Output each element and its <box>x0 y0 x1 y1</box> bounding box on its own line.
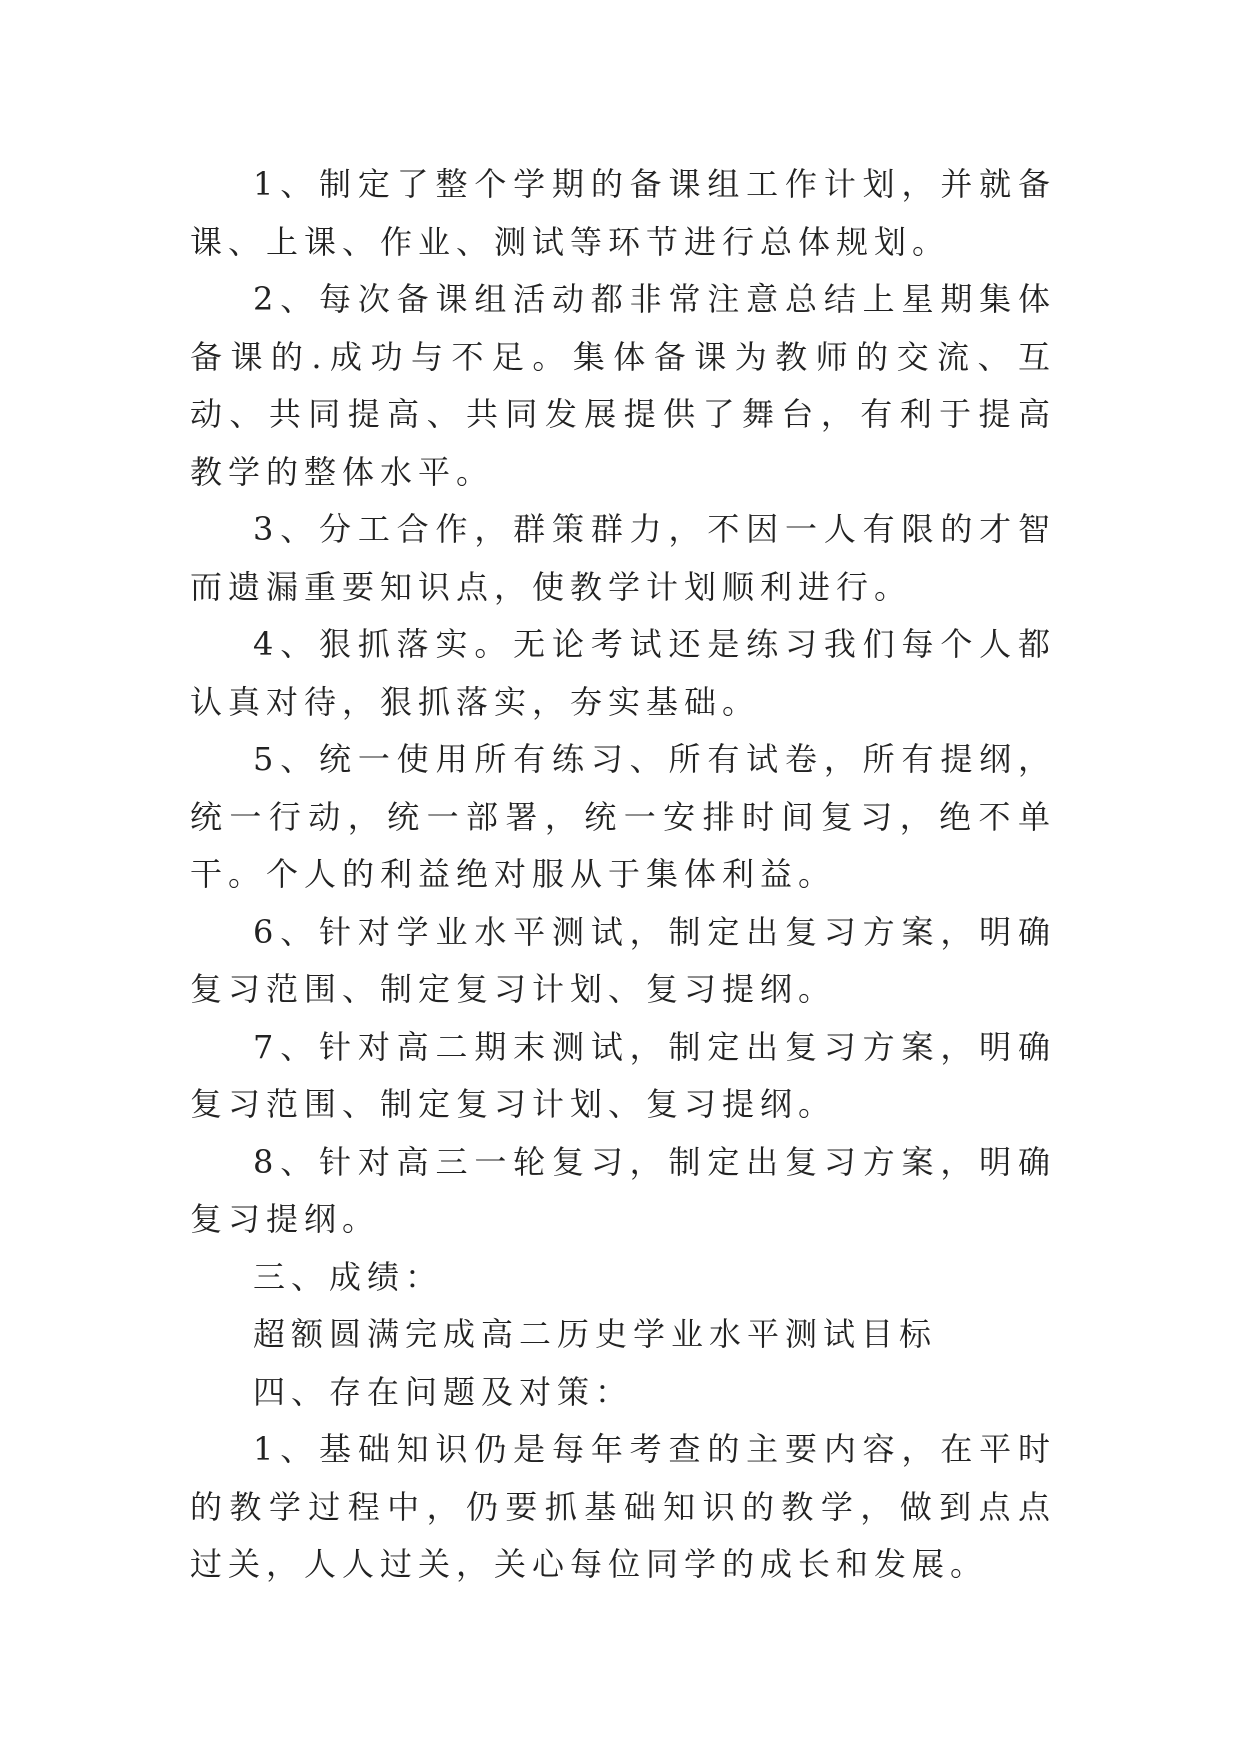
paragraph-3: 3、分工合作，群策群力，不因一人有限的才智而遗漏重要知识点，使教学计划顺利进行。 <box>190 510 1056 606</box>
paragraph-7: 7、针对高二期末测试，制定出复习方案，明确复习范围、制定复习计划、复习提纲。 <box>190 1027 1056 1123</box>
paragraph-5: 5、统一使用所有练习、所有试卷，所有提纲，统一行动，统一部署，统一安排时间复习，绝不单干。个人的利益绝对服从于集体利益。 <box>190 740 1056 893</box>
paragraph-4: 4、狠抓落实。无论考试还是练习我们每个人都认真对待，狠抓落实，夯实基础。 <box>190 625 1056 721</box>
document-body <box>190 156 1056 1594</box>
section-heading-problems: 四、存在问题及对策： <box>253 1372 634 1411</box>
paragraph-8: 8、针对高三一轮复习，制定出复习方案，明确复习提纲。 <box>190 1142 1056 1238</box>
paragraph-6: 6、针对学业水平测试，制定出复习方案，明确复习范围、制定复习计划、复习提纲。 <box>190 912 1056 1008</box>
problem-item-1: 1、基础知识仍是每年考查的主要内容，在平时的教学过程中，仍要抓基础知识的教学，做到点点过关，人人过关，关心每位同学的成长和发展。 <box>190 1430 1056 1583</box>
section-heading-results: 三、成绩： <box>253 1257 444 1296</box>
paragraph-1: 1、制定了整个学期的备课组工作计划，并就备课、上课、作业、测试等环节进行总体规划。 <box>190 165 1056 261</box>
paragraph-2: 2、每次备课组活动都非常注意总结上星期集体备课的.成功与不足。集体备课为教师的交流、互动、共同提高、共同发展提供了舞台，有利于提高教学的整体水平。 <box>190 280 1056 491</box>
results-text: 超额圆满完成高二历史学业水平测试目标 <box>253 1315 938 1353</box>
